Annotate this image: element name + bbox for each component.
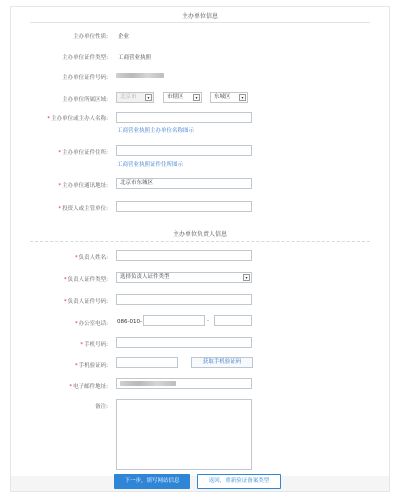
select-city-value: 市辖区 <box>167 94 184 100</box>
label-unit-cert-number: 主办单位证件号码: <box>62 75 108 81</box>
select-district[interactable] <box>210 92 248 103</box>
mobile-input[interactable] <box>116 337 252 348</box>
principal-cert-number-input[interactable] <box>116 294 252 305</box>
value-unit-nature: 企业 <box>118 34 130 40</box>
select-district-value: 东城区 <box>214 94 231 100</box>
chevron-down-icon: ▾ <box>145 94 152 101</box>
unit-name-input[interactable] <box>116 112 252 123</box>
office-phone-prefix: 086-010- <box>117 319 142 325</box>
cert-address-example-link[interactable]: 工商营业执照证件住所图示 <box>117 162 184 168</box>
label-unit-region: 主办单位所属区域: <box>62 97 108 103</box>
redacted-cert-number <box>116 73 164 78</box>
label-unit-cert-type: 主办单位证件类型: <box>62 55 108 61</box>
redacted-email <box>120 381 176 386</box>
principal-cert-type-placeholder: 选择负责人证件类型 <box>120 274 170 280</box>
unit-name-example-link[interactable]: 工商营业执照主办单位名称图示 <box>117 128 195 134</box>
section-title-principal: 主办单位负责人信息 <box>172 231 227 238</box>
get-sms-code-button[interactable]: 获取手机验证码 <box>191 357 253 368</box>
select-city[interactable] <box>163 92 202 103</box>
select-province[interactable] <box>116 92 154 103</box>
label-email: *电子邮件地址: <box>69 384 108 390</box>
section-divider <box>30 241 370 242</box>
label-unit-nature: 主办单位性质: <box>73 34 108 40</box>
principal-cert-type-select[interactable] <box>116 272 252 283</box>
comm-address-input[interactable]: 北京市东城区 <box>116 178 252 189</box>
label-principal-name: *负责人姓名: <box>74 255 108 261</box>
section-title-sponsor: 主办单位信息 <box>181 13 218 20</box>
sms-code-input[interactable] <box>116 357 178 368</box>
label-mobile: *手机号码: <box>80 342 108 348</box>
principal-name-input[interactable] <box>116 250 252 261</box>
label-unit-comm-address: *主办单位通讯地址: <box>58 183 108 189</box>
chevron-down-icon: ▾ <box>239 94 246 101</box>
label-principal-cert-number: *负责人证件号码: <box>63 299 108 305</box>
investor-input[interactable] <box>116 201 252 212</box>
label-sms-code: *手机验证码: <box>74 363 108 369</box>
select-province-value: 北京市 <box>120 94 137 100</box>
label-unit-name: *主办单位或主办人名称: <box>47 116 108 122</box>
office-phone-dash: - <box>207 318 209 324</box>
office-phone-number-input[interactable] <box>143 315 205 326</box>
label-office-phone: *办公室电话: <box>74 321 108 327</box>
chevron-down-icon: ▾ <box>243 274 250 281</box>
cert-address-input[interactable] <box>116 145 252 156</box>
label-unit-cert-address: *主办单位证件住所: <box>58 150 108 156</box>
section-divider <box>30 22 370 23</box>
chevron-down-icon: ▾ <box>193 94 200 101</box>
back-button[interactable]: 返回，重新验证备案类型 <box>197 474 281 489</box>
remarks-textarea[interactable] <box>116 399 252 470</box>
value-unit-cert-type: 工商营业执照 <box>118 55 152 61</box>
next-step-button[interactable]: 下一步，填写网站信息 <box>114 474 190 489</box>
label-remarks: 备注: <box>95 404 108 410</box>
label-investor: *投资人或主管单位: <box>58 206 108 212</box>
office-phone-extension-input[interactable] <box>214 315 252 326</box>
label-principal-cert-type: *负责人证件类型: <box>63 277 108 283</box>
